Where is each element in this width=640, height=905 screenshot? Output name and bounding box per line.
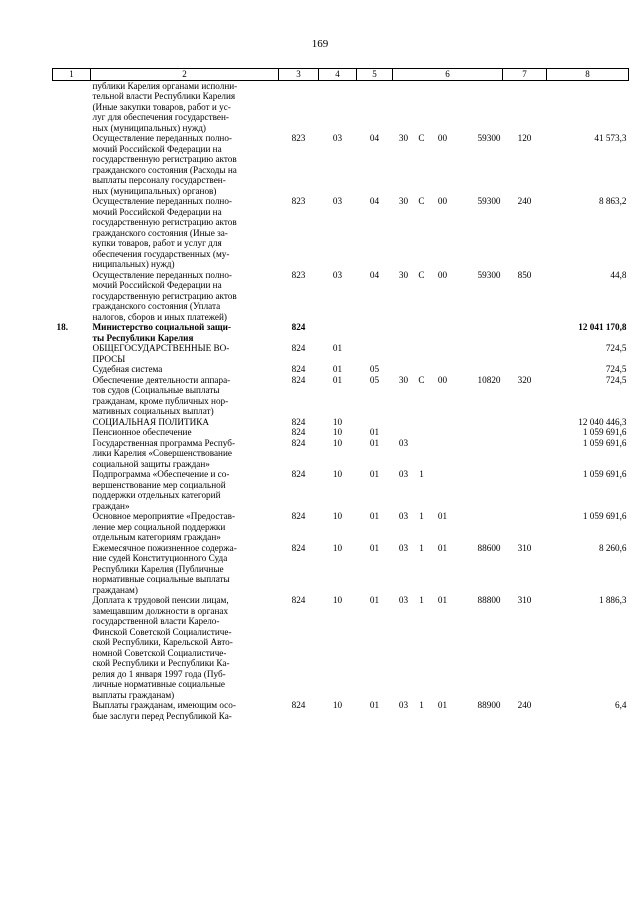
row-target-code-direction: 10820 bbox=[477, 374, 501, 385]
table-row bbox=[53, 322, 629, 343]
row-target-code-subprogram: 1 bbox=[419, 700, 424, 710]
row-target-code-program: 30 bbox=[398, 133, 409, 143]
row-expense-type bbox=[503, 438, 547, 470]
row-expense-type: 310 bbox=[517, 595, 532, 605]
row-target-code-program: 03 bbox=[398, 595, 409, 605]
row-target-code-direction bbox=[457, 511, 503, 543]
row-number bbox=[53, 469, 91, 511]
row-subsection-code: 01 bbox=[369, 437, 380, 448]
row-amount: 724,5 bbox=[605, 364, 627, 374]
row-amount: 1 059 691,6 bbox=[582, 437, 627, 448]
row-target-code-subprogram bbox=[415, 80, 429, 133]
row-target-code-event: 00 bbox=[437, 269, 448, 280]
table-row bbox=[53, 469, 629, 511]
table-body bbox=[53, 80, 629, 721]
row-section-code: 10 bbox=[332, 542, 343, 553]
row-number bbox=[53, 438, 91, 470]
row-section-code: 03 bbox=[332, 133, 343, 143]
row-target-code-direction bbox=[457, 364, 503, 375]
row-name: Осуществление переданных полно- мочий Российской Федерации на государственную регистрацию актов гражданского состояния (Уплата налогов, сборов и иных платежей) bbox=[92, 269, 237, 322]
row-target-code-subprogram bbox=[415, 322, 429, 343]
row-expense-type bbox=[503, 343, 547, 364]
row-section-code: 10 bbox=[332, 700, 343, 710]
row-expense-type bbox=[503, 469, 547, 511]
row-target-code-direction bbox=[457, 322, 503, 343]
row-section-code: 10 bbox=[332, 427, 343, 437]
row-amount: 8 863,2 bbox=[598, 196, 627, 206]
row-name: Доплата к трудовой пенсии лицам, замещавшим должности в органах государственной власти Карело- Финской Советской Социалистиче- ской Республики, Карельской Авто- номной Советской Социалистиче- ской Республики и Республики Ка- релия до 1 января 1997 года (Пуб- личные нормативные социальные выплаты гражданам) bbox=[92, 595, 233, 700]
row-number bbox=[53, 427, 91, 438]
row-name: Министерство социальной защи- ты Республики Карелия bbox=[92, 322, 232, 343]
row-name: ОБЩЕГОСУДАРСТВЕННЫЕ ВО- ПРОСЫ bbox=[92, 343, 230, 364]
table-row bbox=[53, 133, 629, 196]
row-section-code: 10 bbox=[332, 595, 343, 605]
row-name: Судебная система bbox=[92, 364, 163, 374]
row-section-code: 03 bbox=[332, 196, 343, 206]
row-target-code-subprogram: 1 bbox=[419, 511, 424, 521]
table-row bbox=[53, 427, 629, 438]
row-name: Государственная программа Респуб- лики Карелия «Совершенствование социальной защиты граждан» bbox=[92, 437, 236, 469]
row-name: Пенсионное обеспечение bbox=[92, 427, 192, 437]
header-col-1: 1 bbox=[53, 69, 91, 81]
row-target-code-direction bbox=[457, 469, 503, 511]
row-ministry-code: 823 bbox=[291, 196, 306, 206]
row-expense-type: 320 bbox=[517, 374, 532, 385]
row-section-code: 10 bbox=[332, 511, 343, 521]
row-name: Основное мероприятие «Предостав- ление мер социальной поддержки отдельным категориям граждан» bbox=[92, 511, 236, 542]
row-section-code bbox=[319, 80, 357, 133]
row-target-code-direction: 88900 bbox=[477, 700, 501, 710]
row-target-code-program: 30 bbox=[398, 196, 409, 206]
row-number bbox=[53, 543, 91, 596]
row-target-code-event bbox=[429, 438, 457, 470]
row-target-code-program: 30 bbox=[398, 269, 409, 280]
row-target-code-subprogram bbox=[415, 427, 429, 438]
row-target-code-program: 03 bbox=[398, 437, 409, 448]
row-subsection-code: 01 bbox=[369, 700, 380, 710]
row-number bbox=[53, 511, 91, 543]
row-amount: 12 040 446,3 bbox=[578, 416, 627, 427]
row-target-code-subprogram bbox=[415, 343, 429, 364]
row-number bbox=[53, 343, 91, 364]
header-col-3: 3 bbox=[279, 69, 319, 81]
header-col-6: 6 bbox=[393, 69, 503, 81]
row-ministry-code: 823 bbox=[291, 133, 306, 143]
table-row bbox=[53, 375, 629, 417]
row-target-code-direction: 59300 bbox=[477, 133, 501, 143]
row-section-code: 01 bbox=[332, 343, 343, 353]
row-target-code-event: 01 bbox=[437, 542, 448, 553]
row-subsection-code bbox=[357, 322, 393, 343]
row-subsection-code bbox=[357, 417, 393, 428]
row-ministry-code bbox=[279, 80, 319, 133]
row-amount: 1 886,3 bbox=[598, 595, 627, 605]
table-row bbox=[53, 438, 629, 470]
row-target-code-event bbox=[429, 427, 457, 438]
row-target-code-program: 03 bbox=[398, 700, 409, 710]
row-ministry-code: 824 bbox=[291, 595, 306, 605]
row-ministry-code: 824 bbox=[291, 322, 306, 332]
row-name: Выплаты гражданам, имеющим осо- бые заслуги перед Республикой Ка- bbox=[92, 700, 236, 721]
row-number bbox=[53, 270, 91, 323]
table-row bbox=[53, 511, 629, 543]
row-ministry-code: 824 bbox=[291, 700, 306, 710]
row-expense-type bbox=[503, 511, 547, 543]
row-target-code-subprogram bbox=[415, 364, 429, 375]
table-row bbox=[53, 343, 629, 364]
row-ministry-code: 824 bbox=[291, 427, 306, 437]
row-ministry-code: 824 bbox=[291, 469, 306, 479]
row-name: Осуществление переданных полно- мочий Российской Федерации на государственную регистрацию актов гражданского состояния (Иные за- купки товаров, работ и услуг для обеспечения государственных (му- ниципальных) нужд) bbox=[92, 196, 237, 269]
row-target-code-subprogram: 1 bbox=[419, 595, 424, 605]
row-target-code-direction: 59300 bbox=[477, 196, 501, 206]
table-row bbox=[53, 595, 629, 700]
row-target-code-direction bbox=[457, 438, 503, 470]
row-target-code-subprogram bbox=[415, 438, 429, 470]
row-expense-type: 240 bbox=[517, 196, 532, 206]
row-target-code-direction: 88600 bbox=[477, 542, 501, 553]
row-section-code: 10 bbox=[332, 416, 343, 427]
row-amount: 1 059 691,6 bbox=[582, 427, 627, 437]
row-target-code-direction: 88800 bbox=[477, 595, 501, 605]
header-col-2: 2 bbox=[91, 69, 279, 81]
row-target-code-program bbox=[393, 417, 415, 428]
row-subsection-code: 04 bbox=[369, 269, 380, 280]
table-row bbox=[53, 196, 629, 270]
row-expense-type bbox=[503, 417, 547, 428]
row-target-code-event bbox=[429, 322, 457, 343]
row-subsection-code: 01 bbox=[369, 469, 380, 479]
row-target-code-direction bbox=[457, 427, 503, 438]
row-number bbox=[53, 196, 91, 270]
row-amount: 44,8 bbox=[610, 269, 627, 280]
row-subsection-code: 01 bbox=[369, 427, 380, 437]
row-target-code-program bbox=[393, 343, 415, 364]
row-number bbox=[53, 595, 91, 700]
row-target-code-program bbox=[393, 364, 415, 375]
row-expense-type bbox=[503, 80, 547, 133]
row-subsection-code bbox=[357, 343, 393, 364]
row-target-code-program: 03 bbox=[398, 542, 409, 553]
row-name: СОЦИАЛЬНАЯ ПОЛИТИКА bbox=[92, 416, 210, 427]
row-subsection-code bbox=[357, 80, 393, 133]
row-section-code: 10 bbox=[332, 469, 343, 479]
header-col-4: 4 bbox=[319, 69, 357, 81]
header-col-8: 8 bbox=[547, 69, 629, 81]
row-section-code: 10 bbox=[332, 437, 343, 448]
row-name: Подпрограмма «Обеспечение и со- вершенствование мер социальной поддержки отдельных категорий граждан» bbox=[92, 469, 230, 511]
row-expense-type: 120 bbox=[517, 133, 532, 143]
row-target-code-event: 00 bbox=[437, 374, 448, 385]
row-section-code: 03 bbox=[332, 269, 343, 280]
row-target-code-event bbox=[429, 417, 457, 428]
row-amount bbox=[547, 80, 629, 133]
row-ministry-code: 823 bbox=[291, 269, 306, 280]
row-subsection-code: 04 bbox=[369, 133, 380, 143]
page-number: 169 bbox=[311, 38, 329, 50]
row-expense-type: 850 bbox=[517, 269, 532, 280]
row-target-code-program: 30 bbox=[398, 374, 409, 385]
row-target-code-event bbox=[429, 469, 457, 511]
row-target-code-subprogram: С bbox=[418, 196, 425, 206]
table-row bbox=[53, 270, 629, 323]
row-subsection-code: 05 bbox=[369, 374, 380, 385]
row-ministry-code: 824 bbox=[291, 364, 306, 374]
row-number bbox=[53, 700, 91, 721]
row-target-code-event: 00 bbox=[437, 196, 448, 206]
row-number bbox=[53, 375, 91, 417]
row-target-code-subprogram: 1 bbox=[419, 542, 424, 553]
row-target-code-subprogram bbox=[415, 417, 429, 428]
row-expense-type bbox=[503, 322, 547, 343]
row-ministry-code: 824 bbox=[291, 343, 306, 353]
row-subsection-code: 05 bbox=[369, 364, 380, 374]
header-col-7: 7 bbox=[503, 69, 547, 81]
table-row bbox=[53, 543, 629, 596]
row-target-code-program: 03 bbox=[398, 469, 409, 479]
row-expense-type: 240 bbox=[517, 700, 532, 710]
row-target-code-event bbox=[429, 343, 457, 364]
row-section-code: 01 bbox=[332, 374, 343, 385]
table-row bbox=[53, 700, 629, 721]
row-amount: 8 260,6 bbox=[598, 542, 627, 553]
row-ministry-code: 824 bbox=[291, 511, 306, 521]
row-section-code bbox=[319, 322, 357, 343]
row-target-code-program bbox=[393, 80, 415, 133]
row-ministry-code: 824 bbox=[291, 374, 306, 385]
row-amount: 1 059 691,6 bbox=[582, 511, 627, 521]
row-target-code-event: 00 bbox=[437, 133, 448, 143]
row-target-code-event: 01 bbox=[437, 595, 448, 605]
row-name: Обеспечение деятельности аппара- тов судов (Социальные выплаты гражданам, кроме публичных нор- мативных социальных выплат) bbox=[92, 374, 231, 416]
row-name: публики Карелия органами исполни- тельной власти Республики Карелия (Иные закупки товаров, работ и ус- луг для обеспечения государствен- ных (муниципальных) нужд) bbox=[92, 80, 238, 133]
row-section-code: 01 bbox=[332, 364, 343, 374]
row-subsection-code: 01 bbox=[369, 595, 380, 605]
row-target-code-subprogram: С bbox=[418, 269, 425, 280]
row-ministry-code: 824 bbox=[291, 542, 306, 553]
budget-table bbox=[52, 68, 629, 721]
row-expense-type: 310 bbox=[517, 542, 532, 553]
row-number bbox=[53, 364, 91, 375]
row-expense-type bbox=[503, 427, 547, 438]
row-ministry-code: 824 bbox=[291, 437, 306, 448]
row-number bbox=[53, 417, 91, 428]
row-target-code-direction: 59300 bbox=[477, 269, 501, 280]
row-subsection-code: 01 bbox=[369, 511, 380, 521]
row-amount: 724,5 bbox=[605, 374, 627, 385]
table-row bbox=[53, 364, 629, 375]
row-target-code-event: 01 bbox=[437, 511, 448, 521]
row-amount: 6,4 bbox=[615, 700, 627, 710]
row-target-code-direction bbox=[457, 417, 503, 428]
row-name: Осуществление переданных полно- мочий Российской Федерации на государственную регистрацию актов гражданского состояния (Расходы на выплаты персоналу государствен- ных (муниципальных) органов) bbox=[92, 133, 237, 196]
row-number bbox=[53, 80, 91, 133]
row-target-code-event bbox=[429, 364, 457, 375]
row-target-code-program bbox=[393, 427, 415, 438]
row-target-code-direction bbox=[457, 343, 503, 364]
row-amount: 12 041 170,8 bbox=[578, 322, 627, 332]
row-target-code-program: 03 bbox=[398, 511, 409, 521]
row-amount: 724,5 bbox=[605, 343, 627, 353]
table-header bbox=[53, 69, 629, 81]
row-target-code-subprogram: С bbox=[418, 133, 425, 143]
row-amount: 41 573,3 bbox=[594, 133, 627, 143]
row-target-code-direction bbox=[457, 80, 503, 133]
header-col-5: 5 bbox=[357, 69, 393, 81]
row-expense-type bbox=[503, 364, 547, 375]
row-target-code-program bbox=[393, 322, 415, 343]
row-subsection-code: 01 bbox=[369, 542, 380, 553]
row-name: Ежемесячное пожизненное содержа- ние судей Конституционного Суда Республики Карелия (Публичные нормативные социальные выплаты гражданам) bbox=[92, 542, 237, 595]
row-target-code-subprogram: С bbox=[418, 374, 425, 385]
row-number: 18. bbox=[56, 322, 68, 332]
row-ministry-code: 824 bbox=[291, 416, 306, 427]
row-target-code-event: 01 bbox=[437, 700, 448, 710]
table-row bbox=[53, 80, 629, 133]
table-row bbox=[53, 417, 629, 428]
row-target-code-event bbox=[429, 80, 457, 133]
row-number bbox=[53, 133, 91, 196]
row-target-code-subprogram: 1 bbox=[419, 469, 424, 479]
row-amount: 1 059 691,6 bbox=[582, 469, 627, 479]
row-subsection-code: 04 bbox=[369, 196, 380, 206]
